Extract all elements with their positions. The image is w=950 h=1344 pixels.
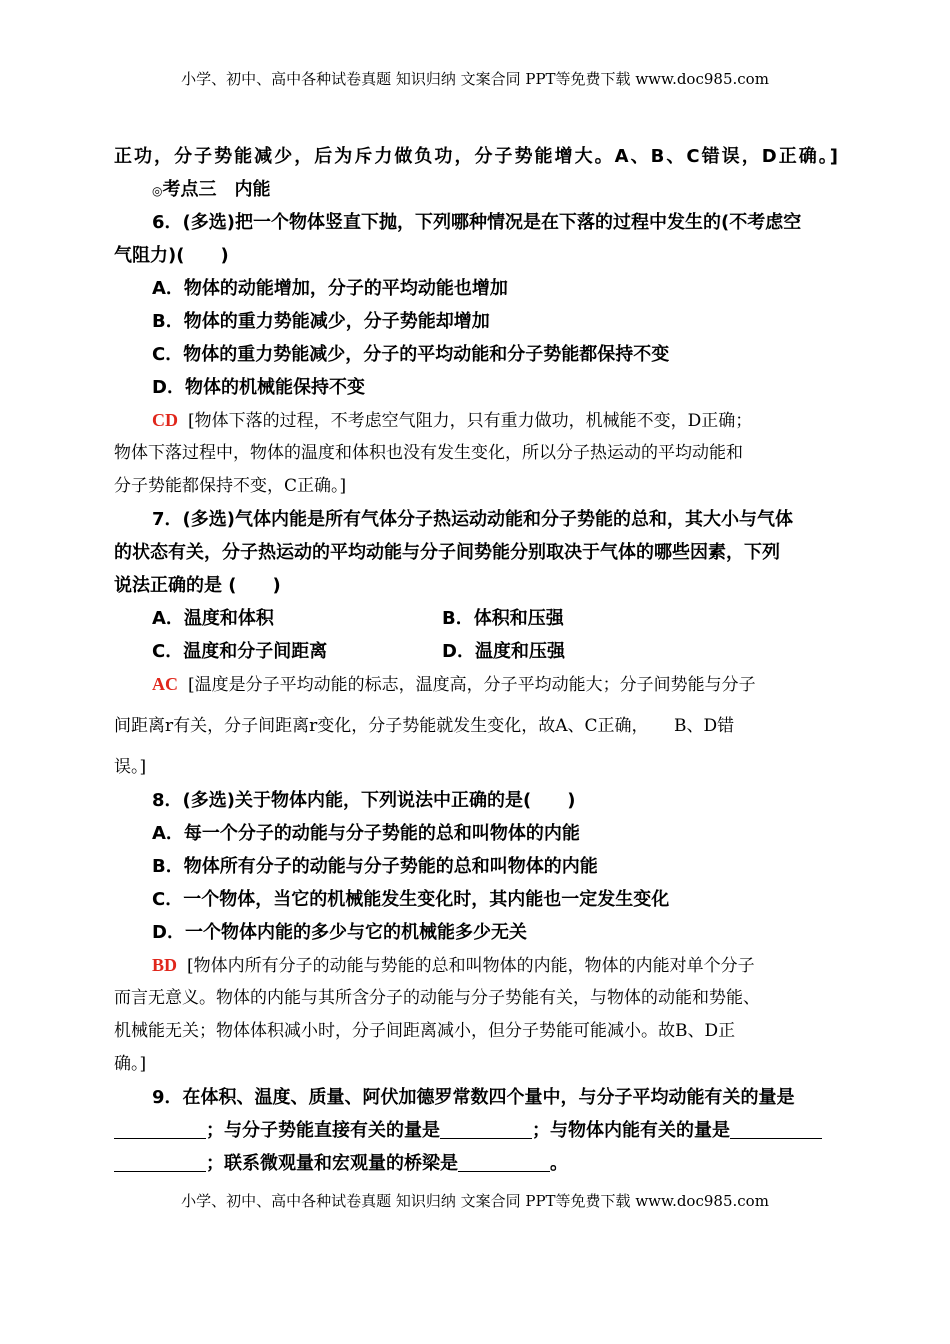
- question-6-answer-3: 分子势能都保持不变，C正确。]: [114, 476, 347, 496]
- answer-blank[interactable]: [114, 1151, 206, 1172]
- section-mark: ◎: [152, 184, 163, 198]
- question-6-answer-1: [114, 404, 838, 437]
- section-heading: [114, 173, 838, 206]
- question-7-stem-2: 的状态有关，分子热运动的平均动能与分子间势能分别取决于气体的哪些因素，下列: [114, 542, 780, 563]
- question-9-line-3: [114, 1147, 838, 1180]
- answer-blank[interactable]: [730, 1118, 822, 1139]
- answer-key: BD: [152, 955, 178, 975]
- question-9-text-c: ；联系微观量和宏观量的桥梁是: [206, 1153, 458, 1174]
- answer-blank[interactable]: [114, 1118, 206, 1139]
- question-7-answer-3: 误。]: [114, 757, 147, 777]
- question-7-options-row-1: [114, 602, 838, 635]
- answer-key: CD: [152, 410, 178, 430]
- continuation-line: 正功，分子势能减少，后为斥力做负功，分子势能增大。A、B、C错误，D正确。]: [114, 146, 838, 167]
- answer-blank[interactable]: [440, 1118, 532, 1139]
- question-9-stem: 9．在体积、温度、质量、阿伏加德罗常数四个量中，与分子平均动能有关的量是: [152, 1087, 795, 1108]
- answer-text: [物体下落的过程，不考虑空气阻力，只有重力做功，机械能不变，D正确；: [188, 411, 753, 431]
- question-8-answer-3: 机械能无关；物体体积减小时，分子间距离减小，但分子势能可能减小。故B、D正: [114, 1021, 736, 1041]
- question-9-line-2: [114, 1114, 838, 1147]
- question-9-text-end: 。: [550, 1153, 568, 1174]
- question-6-stem-2: 气阻力)( ): [114, 245, 229, 266]
- question-8-option-b: B．物体所有分子的动能与分子势能的总和叫物体的内能: [152, 856, 598, 877]
- question-6-option-b: B．物体的重力势能减少，分子势能却增加: [152, 311, 490, 332]
- question-8-answer-4: 确。]: [114, 1054, 147, 1074]
- question-7-option-a: A．温度和体积: [152, 608, 274, 629]
- question-6-stem-1: 6．(多选)把一个物体竖直下抛，下列哪种情况是在下落的过程中发生的(不考虑空: [152, 212, 802, 233]
- question-8-answer-1: [114, 949, 838, 982]
- section-title: 考点三 内能: [162, 179, 271, 200]
- question-8-answer-2: 而言无意义。物体的内能与其所含分子的动能与分子势能有关，与物体的动能和势能、: [114, 988, 760, 1008]
- page-header: 小学、初中、高中各种试卷真题 知识归纳 文案合同 PPT等免费下载 www.doc985.com: [181, 70, 769, 88]
- question-7-stem-1: 7．(多选)气体内能是所有气体分子热运动动能和分子势能的总和，其大小与气体: [152, 509, 793, 530]
- question-9-text-b: ；与物体内能有关的量是: [532, 1120, 730, 1141]
- answer-text: [物体内所有分子的动能与势能的总和叫物体的内能，物体的内能对单个分子: [187, 956, 755, 976]
- answer-text: [温度是分子平均动能的标志，温度高，分子平均动能大；分子间势能与分子: [188, 675, 756, 695]
- question-8-option-d: D．一个物体内能的多少与它的机械能多少无关: [152, 922, 527, 943]
- question-6-answer-2: 物体下落过程中，物体的温度和体积也没有发生变化，所以分子热运动的平均动能和: [114, 443, 743, 463]
- document-body: [114, 140, 838, 1180]
- question-7-option-d: D．温度和压强: [442, 641, 565, 662]
- question-8-stem: 8．(多选)关于物体内能，下列说法中正确的是( ): [152, 790, 576, 811]
- page-footer: 小学、初中、高中各种试卷真题 知识归纳 文案合同 PPT等免费下载 www.doc985.com: [181, 1192, 769, 1210]
- question-7-option-c: C．温度和分子间距离: [152, 641, 328, 662]
- question-6-option-c: C．物体的重力势能减少，分子的平均动能和分子势能都保持不变: [152, 344, 670, 365]
- question-6-option-d: D．物体的机械能保持不变: [152, 377, 365, 398]
- question-6-option-a: A．物体的动能增加，分子的平均动能也增加: [152, 278, 508, 299]
- answer-blank[interactable]: [458, 1151, 550, 1172]
- question-9-text-a: ；与分子势能直接有关的量是: [206, 1120, 440, 1141]
- question-7-stem-3: 说法正确的是 ( ): [114, 575, 281, 596]
- question-8-option-c: C．一个物体，当它的机械能发生变化时，其内能也一定发生变化: [152, 889, 670, 910]
- question-7-options-row-2: [114, 635, 838, 668]
- answer-key: AC: [152, 674, 178, 694]
- question-7-answer-1: [114, 668, 838, 701]
- question-8-option-a: A．每一个分子的动能与分子势能的总和叫物体的内能: [152, 823, 580, 844]
- question-7-answer-2: 间距离r有关，分子间距离r变化，分子势能就发生变化，故A、C正确， B、D错: [114, 716, 735, 736]
- question-7-option-b: B．体积和压强: [442, 608, 564, 629]
